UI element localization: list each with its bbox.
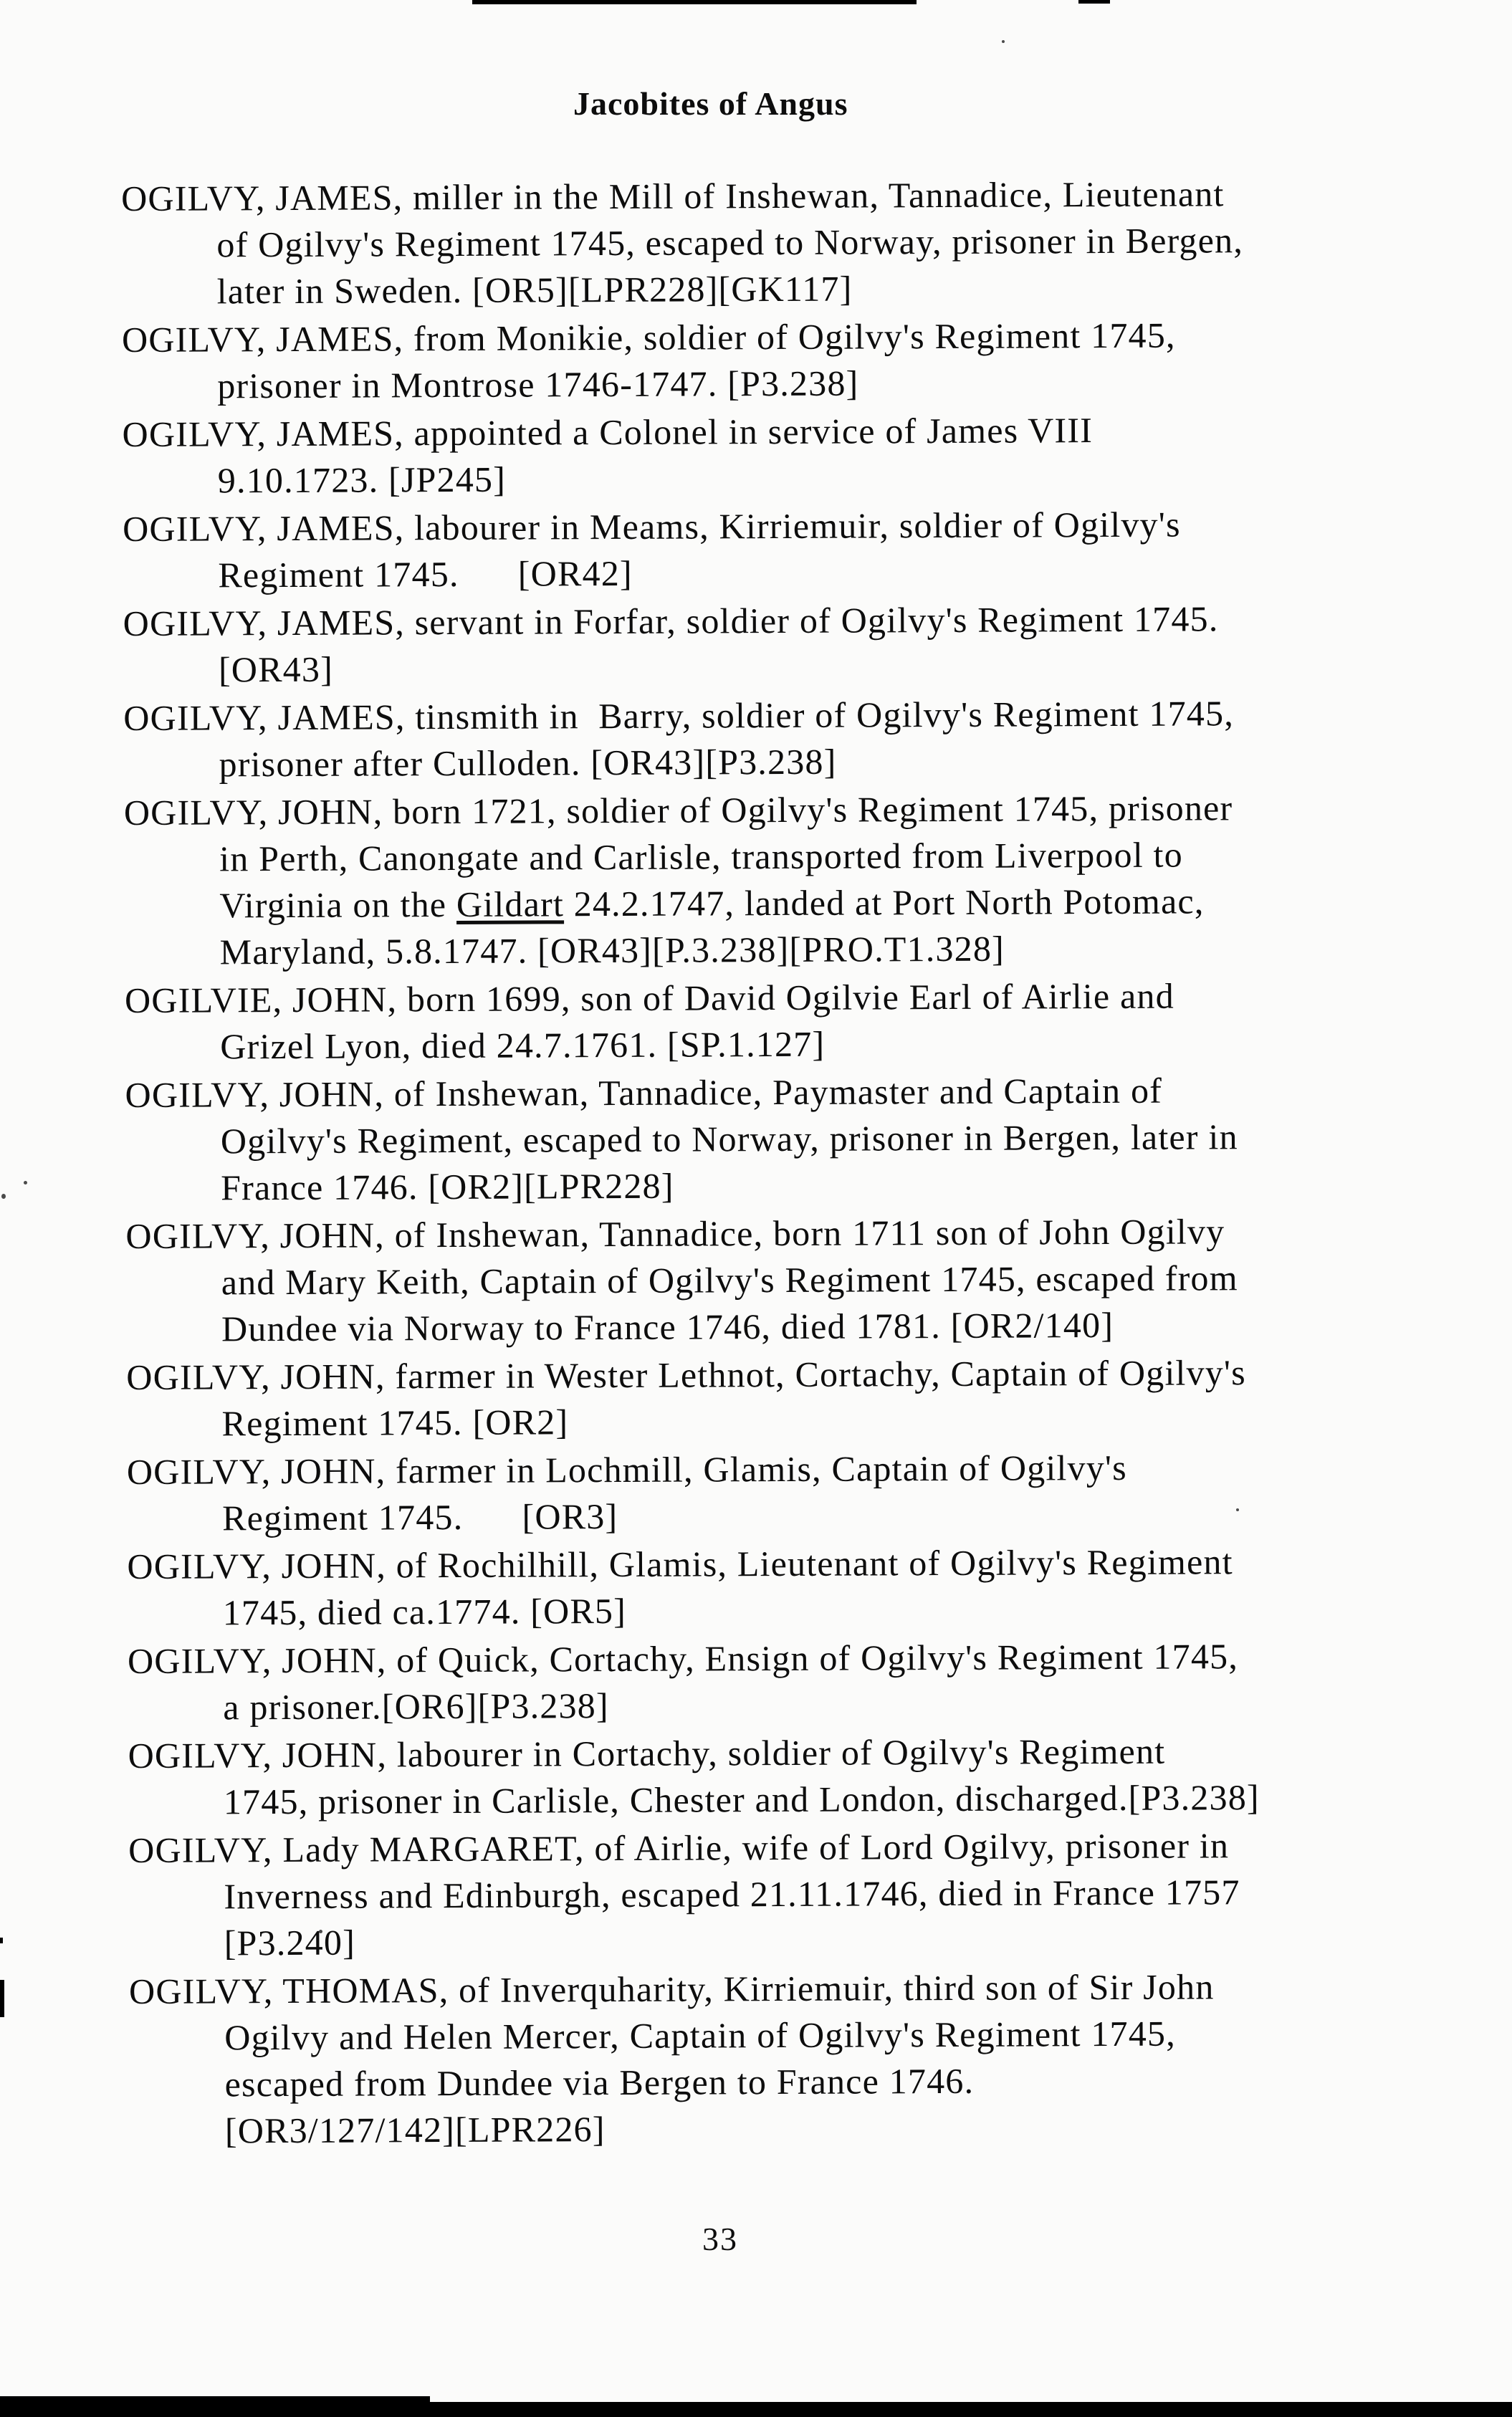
scan-speck [1,1194,6,1199]
scan-speck [1002,40,1005,43]
entry-line: OGILVY, JOHN, of Rochilhill, Glamis, Lieutenant of Ogilvy's Regiment [127,1541,1233,1586]
entry-line: OGILVY, JAMES, from Monikie, soldier of Ogilvy's Regiment 1745, [121,315,1176,360]
entry-line: OGILVY, Lady MARGARET, of Airlie, wife of Lord Ogilvy, prisoner in [128,1825,1230,1870]
entry-line: [OR43] [218,648,334,690]
entry-ogilvy-john-cortachy-labourer [128,1728,1332,1826]
entry-line: OGILVY, JOHN, of Quick, Cortachy, Ensign of Ogilvy's Regiment 1745, [127,1636,1239,1681]
scan-edge-line-top [472,0,917,4]
entry-line: [OR3/127/142][LPR226] [224,2109,606,2151]
entry-line: Grizel Lyon, died 24.7.1761. [SP.1.127] [220,1023,826,1067]
entry-line: escaped from Dundee via Bergen to France 1746. [224,2060,975,2105]
entry-line: [P3.240] [224,1922,356,1963]
entry-ogilvy-john-rochilhill [127,1538,1331,1637]
entry-line: OGILVY, THOMAS, of Inverquharity, Kirriemuir, third son of Sir John [128,1966,1215,2011]
entry-text: 24.2.1747, landed at Port North Potomac, [563,881,1205,924]
scan-margin-bar-left [0,1980,4,2017]
entry-line: prisoner in Montrose 1746-1747. [P3.238] [217,363,859,406]
entry-ogilvy-lady-margaret [128,1822,1333,1967]
entry-line: Ogilvy and Helen Mercer, Captain of Ogilvy's Regiment 1745, [224,2013,1176,2058]
ship-name-underlined: Gildart [456,884,565,924]
entry-ogilvy-john-born-1711 [125,1208,1330,1353]
entry-line: 1745, died ca.1774. [OR5] [222,1590,627,1633]
entry-line: Dundee via Norway to France 1746, died 1781. [OR2/140] [221,1304,1114,1349]
entry-line: OGILVY, JOHN, born 1721, soldier of Ogilvy's Regiment 1745, prisoner [123,788,1233,833]
entry-ogilvy-james-miller [121,171,1326,315]
entry-line: OGILVY, JAMES, servant in Forfar, soldier of Ogilvy's Regiment 1745. [123,598,1219,643]
entry-ogilvy-james-servant [123,595,1328,694]
entry-line: OGILVY, JAMES, appointed a Colonel in service of James VIII [122,410,1094,454]
entry-line: OGILVY, JOHN, of Inshewan, Tannadice, born 1711 son of John Ogilvy [125,1211,1225,1256]
entry-line: OGILVY, JAMES, miller in the Mill of Inshewan, Tannadice, Lieutenant [121,173,1225,219]
entry-line: Inverness and Edinburgh, escaped 21.11.1746, died in France 1757 [224,1872,1240,1917]
entry-line: OGILVY, JOHN, farmer in Wester Lethnot, Cortachy, Captain of Ogilvy's [126,1352,1246,1397]
scan-margin-tick-left [0,1938,3,1943]
entry-line: Regiment 1745. [OR2] [221,1402,569,1444]
entry-line: OGILVY, JOHN, of Inshewan, Tannadice, Paymaster and Captain of [125,1070,1163,1115]
entry-line: later in Sweden. [OR5][LPR228][GK117] [216,268,853,312]
scan-edge-line-bottom-left [0,2396,430,2403]
entry-line: prisoner after Culloden. [OR43][P3.238] [219,741,837,785]
entry-line: 1745, prisoner in Carlisle, Chester and London, discharged.[P3.238] [223,1777,1260,1822]
entry-line: OGILVY, JAMES, tinsmith in Barry, soldier of Ogilvy's Regiment 1745, [123,693,1235,738]
entry-line: Regiment 1745. [OR42] [218,552,633,595]
entry-line: Regiment 1745. [OR3] [222,1495,618,1538]
entry-ogilvy-james-monikie [122,312,1326,410]
entry-line: OGILVY, JAMES, labourer in Meams, Kirriemuir, soldier of Ogilvy's [123,504,1181,549]
entry-ogilvy-john-wester-lethnot [126,1349,1331,1447]
page-number: 33 [702,2221,738,2257]
scan-speck [24,1181,27,1184]
entry-ogilvy-john-born-1721 [124,785,1329,976]
entry-ogilvy-thomas [129,1963,1334,2155]
entry-ogilvy-james-colonel [122,406,1326,504]
entry-line: in Perth, Canongate and Carlisle, transported from Liverpool to [219,834,1184,879]
entry-line [124,878,1328,929]
entry-ogilvy-john-paymaster [125,1067,1329,1212]
entry-ogilvy-james-labourer [123,501,1327,599]
scan-edge-dash-top-right [1078,0,1110,4]
entry-ogilvy-john-quick [128,1633,1332,1731]
entry-line: OGILVY, JOHN, farmer in Lochmill, Glamis, Captain of Ogilvy's [126,1447,1127,1492]
entry-line: a prisoner.[OR6][P3.238] [223,1685,609,1728]
entry-line: and Mary Keith, Captain of Ogilvy's Regiment 1745, escaped from [221,1258,1238,1303]
entry-line: 9.10.1723. [JP245] [217,459,507,501]
entry-line: Maryland, 5.8.1747. [OR43][P.3.238][PRO.T1.328] [219,928,1005,972]
page-title: Jacobites of Angus [573,85,848,122]
entry-text: Virginia on the [219,884,457,926]
entry-line: Ogilvy's Regiment, escaped to Norway, prisoner in Bergen, later in [220,1116,1238,1162]
entry-ogilvy-john-lochmill [127,1444,1331,1542]
entry-line: OGILVY, JOHN, labourer in Cortachy, soldier of Ogilvy's Regiment [128,1731,1166,1776]
entry-ogilvy-james-tinsmith [123,690,1328,788]
entry-line: of Ogilvy's Regiment 1745, escaped to Norway, prisoner in Bergen, [216,220,1244,265]
entries-list [121,171,1334,2156]
entry-ogilvie-john-born-1699 [125,972,1329,1071]
scan-edge-band-bottom [0,2402,1512,2417]
entry-line: France 1746. [OR2][LPR228] [221,1165,674,1208]
entry-line: OGILVIE, JOHN, born 1699, son of David Ogilvie Earl of Airlie and [124,975,1174,1020]
